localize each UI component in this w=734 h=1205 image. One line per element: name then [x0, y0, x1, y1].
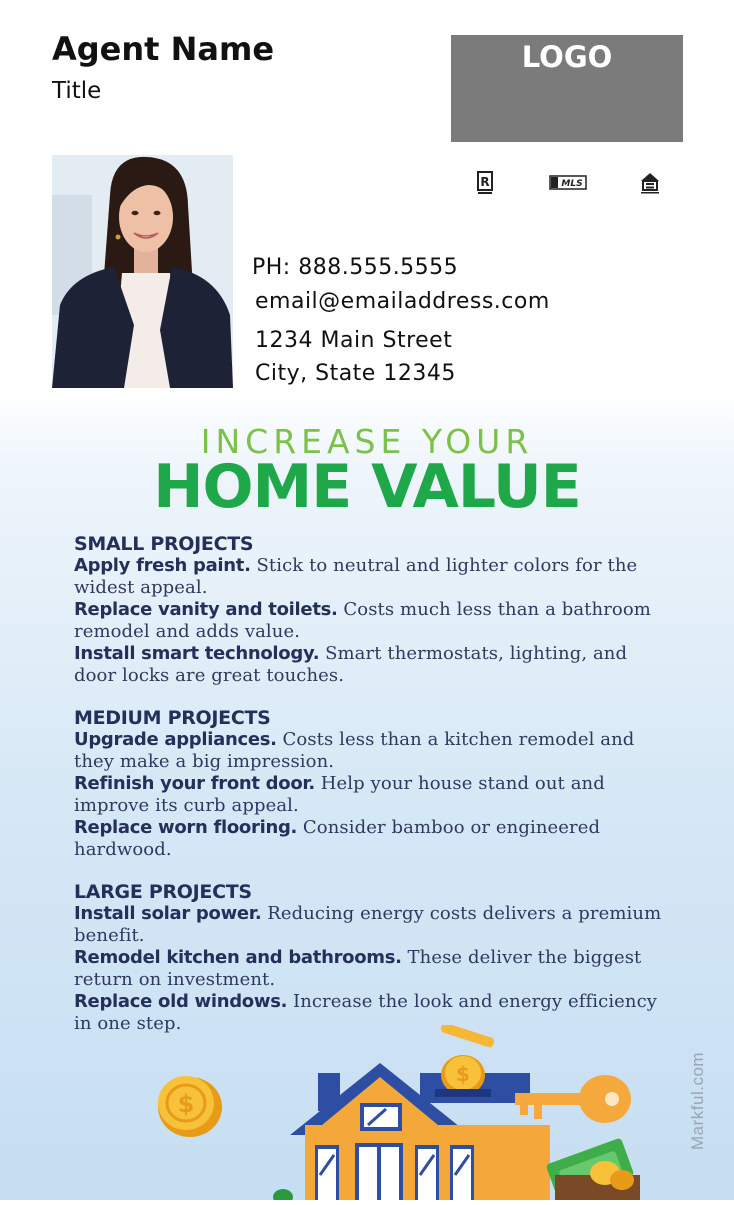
svg-text:$: $: [177, 1090, 195, 1118]
mls-icon: [548, 168, 588, 198]
house-illustration: [150, 1025, 640, 1200]
svg-text:$: $: [456, 1062, 470, 1086]
projects-content: [74, 533, 674, 1055]
svg-text:R: R: [480, 175, 490, 189]
phone-number: PH: 888.555.5555: [252, 255, 459, 280]
section-heading: LARGE PROJECTS: [74, 881, 252, 903]
section-heading: MEDIUM PROJECTS: [74, 707, 271, 729]
section-medium-projects: [74, 707, 674, 861]
logo-placeholder: [451, 35, 683, 142]
section-large-projects: [74, 881, 674, 1035]
agent-name: Agent Name: [52, 30, 275, 68]
tip-item: Replace worn flooring. Consider bamboo or engineered hardwood.: [74, 817, 601, 860]
coin-icon: [435, 1055, 491, 1097]
headline-top: INCREASE YOUR: [200, 422, 534, 461]
mls-label: MLS: [561, 179, 583, 189]
agent-title: Title: [52, 78, 102, 104]
headline-main: HOME VALUE: [153, 452, 581, 522]
email-address: email@emailaddress.com: [255, 289, 550, 314]
key-icon: [515, 1075, 631, 1123]
tip-item: Upgrade appliances. Costs less than a kitchen remodel and they make a big impression.: [74, 729, 635, 772]
section-heading: SMALL PROJECTS: [74, 533, 254, 555]
section-small-projects: [74, 533, 674, 687]
logo-label: LOGO: [521, 40, 613, 74]
watermark: Markful.com: [688, 1051, 707, 1150]
coin-icon: [158, 1076, 222, 1137]
equal-housing-icon: [630, 168, 670, 198]
street-address: 1234 Main Street: [255, 328, 453, 353]
tip-item: Install smart technology. Smart thermostats, lighting, and door locks are great touches.: [74, 643, 628, 686]
tip-item: Replace old windows. Increase the look and energy efficiency in one step.: [74, 991, 658, 1034]
realtor-icon: [466, 168, 506, 198]
tip-item: Replace vanity and toilets. Costs much less than a bathroom remodel and adds value.: [74, 599, 651, 642]
tip-item: Install solar power. Reducing energy costs delivers a premium benefit.: [74, 903, 662, 946]
tip-item: Apply fresh paint. Stick to neutral and lighter colors for the widest appeal.: [74, 555, 638, 598]
tip-item: Remodel kitchen and bathrooms. These deliver the biggest return on investment.: [74, 947, 642, 990]
city-state-zip: City, State 12345: [255, 361, 456, 386]
money-icon: [546, 1138, 640, 1200]
agent-photo: [52, 155, 233, 388]
tip-item: Refinish your front door. Help your house stand out and improve its curb appeal.: [74, 773, 605, 816]
